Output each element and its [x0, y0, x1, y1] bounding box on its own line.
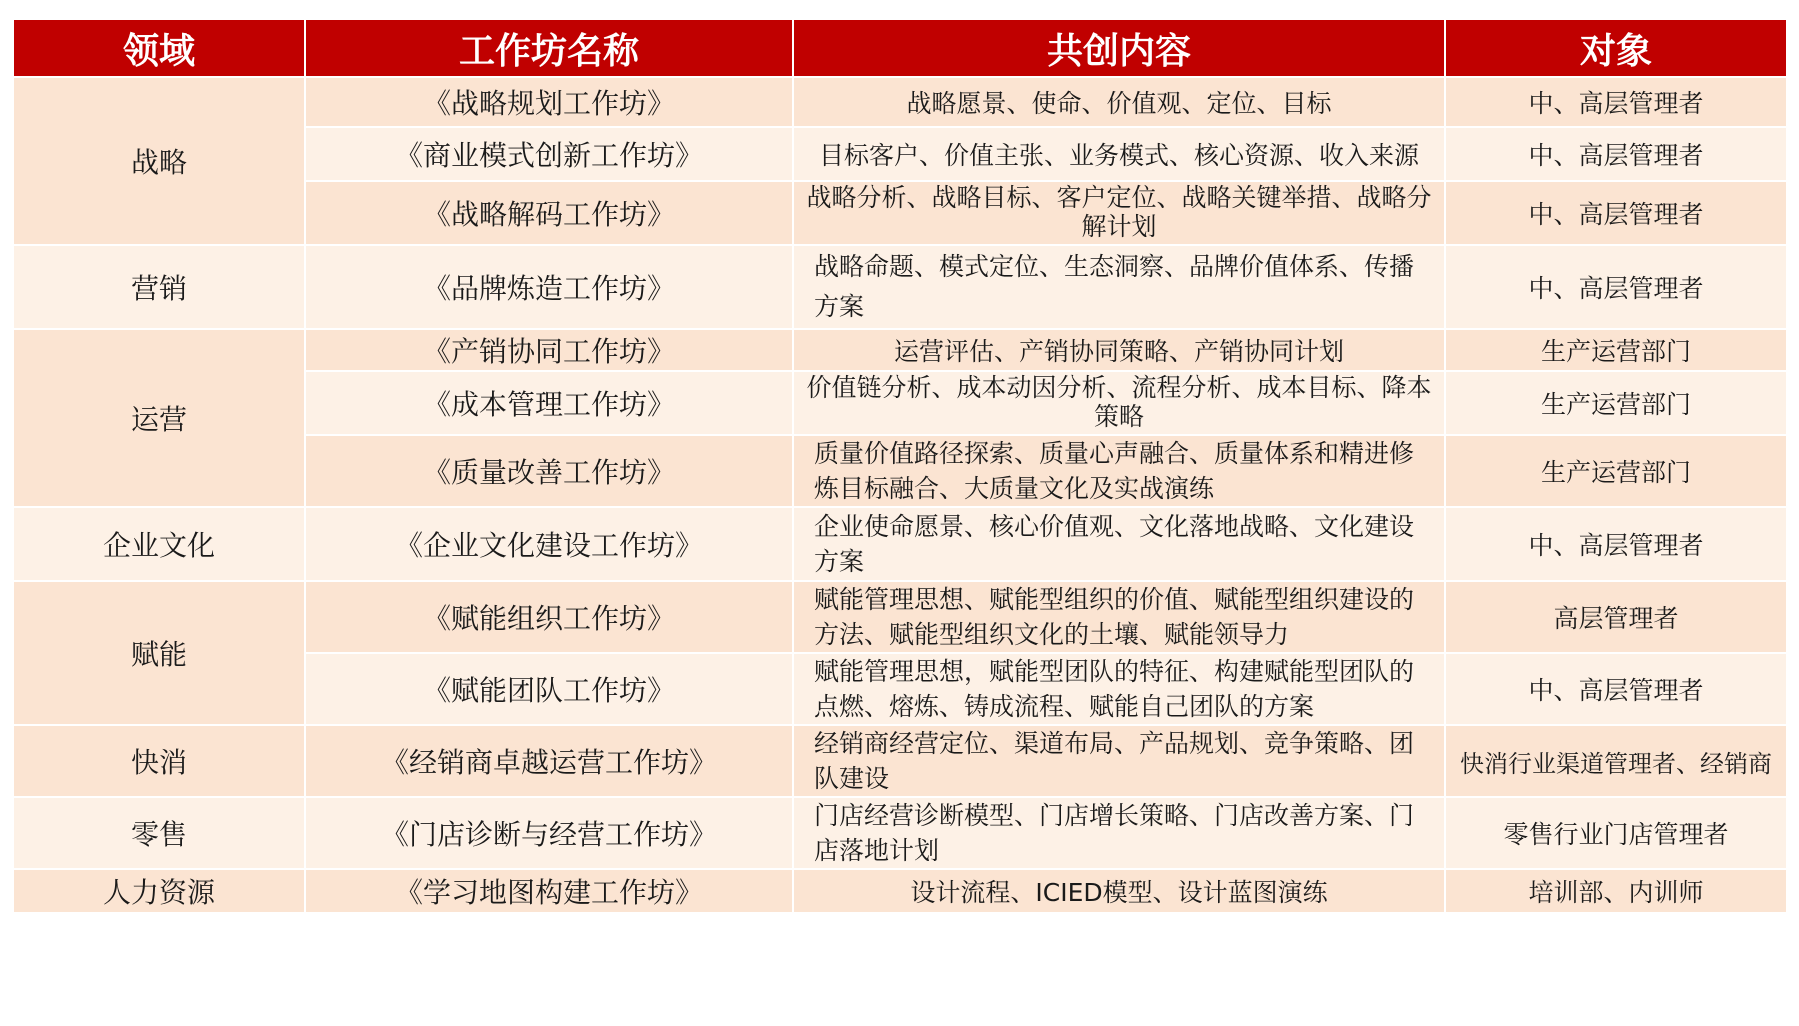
workshop-name-cell: 《品牌炼造工作坊》 — [305, 245, 793, 329]
workshop-name-cell: 《战略解码工作坊》 — [305, 181, 793, 245]
content-cell: 战略命题、模式定位、生态洞察、品牌价值体系、传播方案 — [793, 245, 1445, 329]
target-cell: 零售行业门店管理者 — [1445, 797, 1787, 869]
table-header-row — [13, 19, 1787, 77]
header-target-audience: 对象 — [1445, 19, 1787, 77]
content-cell: 赋能管理思想，赋能型团队的特征、构建赋能型团队的点燃、熔炼、铸成流程、赋能自己团队的方案 — [793, 653, 1445, 725]
target-cell: 培训部、内训师 — [1445, 869, 1787, 913]
target-cell: 生产运营部门 — [1445, 371, 1787, 435]
header-co-creation-content: 共创内容 — [793, 19, 1445, 77]
table-row — [13, 725, 1787, 797]
workshop-name-cell: 《经销商卓越运营工作坊》 — [305, 725, 793, 797]
content-cell: 赋能管理思想、赋能型组织的价值、赋能型组织建设的方法、赋能型组织文化的土壤、赋能领导力 — [793, 581, 1445, 653]
workshop-name-cell: 《产销协同工作坊》 — [305, 329, 793, 371]
table-row — [13, 245, 1787, 329]
target-cell: 中、高层管理者 — [1445, 653, 1787, 725]
target-cell: 中、高层管理者 — [1445, 245, 1787, 329]
content-cell: 价值链分析、成本动因分析、流程分析、成本目标、降本策略 — [793, 371, 1445, 435]
content-cell: 门店经营诊断模型、门店增长策略、门店改善方案、门店落地计划 — [793, 797, 1445, 869]
target-cell: 快消行业渠道管理者、经销商 — [1445, 725, 1787, 797]
workshop-name-cell: 《战略规划工作坊》 — [305, 77, 793, 127]
workshop-name-cell: 《赋能组织工作坊》 — [305, 581, 793, 653]
content-cell: 战略愿景、使命、价值观、定位、目标 — [793, 77, 1445, 127]
domain-cell: 赋能 — [13, 581, 305, 725]
content-cell: 设计流程、ICIED模型、设计蓝图演练 — [793, 869, 1445, 913]
workshop-name-cell: 《赋能团队工作坊》 — [305, 653, 793, 725]
workshop-name-cell: 《门店诊断与经营工作坊》 — [305, 797, 793, 869]
target-cell: 中、高层管理者 — [1445, 77, 1787, 127]
content-cell: 目标客户、价值主张、业务模式、核心资源、收入来源 — [793, 127, 1445, 181]
domain-cell: 战略 — [13, 77, 305, 245]
target-cell: 生产运营部门 — [1445, 435, 1787, 507]
domain-cell: 快消 — [13, 725, 305, 797]
workshop-name-cell: 《成本管理工作坊》 — [305, 371, 793, 435]
header-domain: 领域 — [13, 19, 305, 77]
target-cell: 生产运营部门 — [1445, 329, 1787, 371]
domain-cell: 人力资源 — [13, 869, 305, 913]
table-row — [13, 507, 1787, 581]
table-row — [13, 581, 1787, 653]
target-cell: 中、高层管理者 — [1445, 127, 1787, 181]
content-cell: 战略分析、战略目标、客户定位、战略关键举措、战略分解计划 — [793, 181, 1445, 245]
target-cell: 中、高层管理者 — [1445, 507, 1787, 581]
workshop-name-cell: 《质量改善工作坊》 — [305, 435, 793, 507]
workshop-name-cell: 《商业模式创新工作坊》 — [305, 127, 793, 181]
domain-cell: 企业文化 — [13, 507, 305, 581]
content-cell: 质量价值路径探索、质量心声融合、质量体系和精进修炼目标融合、大质量文化及实战演练 — [793, 435, 1445, 507]
workshop-table-container — [12, 18, 1786, 1018]
content-cell: 企业使命愿景、核心价值观、文化落地战略、文化建设方案 — [793, 507, 1445, 581]
domain-cell: 运营 — [13, 329, 305, 507]
table-row — [13, 797, 1787, 869]
header-workshop-name: 工作坊名称 — [305, 19, 793, 77]
content-cell: 运营评估、产销协同策略、产销协同计划 — [793, 329, 1445, 371]
workshop-table — [12, 18, 1788, 914]
workshop-name-cell: 《企业文化建设工作坊》 — [305, 507, 793, 581]
table-row — [13, 329, 1787, 371]
table-row — [13, 869, 1787, 913]
target-cell: 中、高层管理者 — [1445, 181, 1787, 245]
target-cell: 高层管理者 — [1445, 581, 1787, 653]
table-row — [13, 77, 1787, 127]
domain-cell: 营销 — [13, 245, 305, 329]
domain-cell: 零售 — [13, 797, 305, 869]
workshop-name-cell: 《学习地图构建工作坊》 — [305, 869, 793, 913]
content-cell: 经销商经营定位、渠道布局、产品规划、竞争策略、团队建设 — [793, 725, 1445, 797]
